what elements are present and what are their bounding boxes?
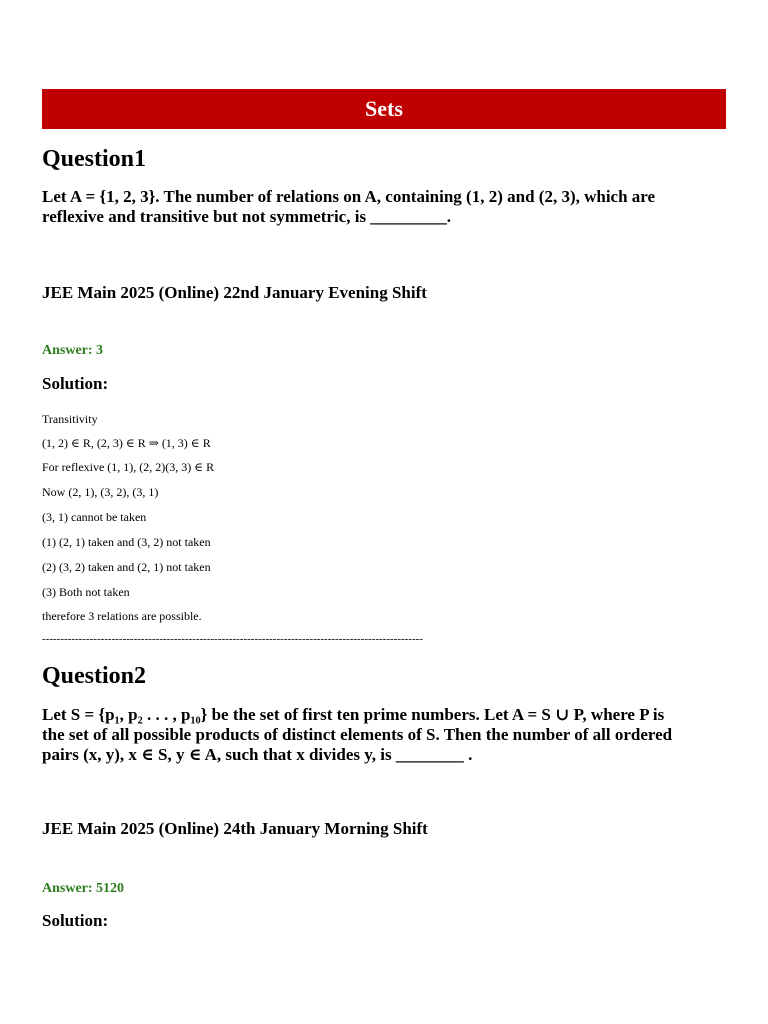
question-2-answer: Answer: 5120 <box>42 881 125 896</box>
page-title-banner <box>42 89 726 129</box>
question-1-source: JEE Main 2025 (Online) 22nd January Evening Shift <box>42 283 427 302</box>
page-title: Sets <box>365 96 403 121</box>
question-1-answer: Answer: 3 <box>42 343 104 358</box>
question-1-text <box>42 187 732 227</box>
solution-line: therefore 3 relations are possible. <box>42 609 202 623</box>
question-2-text-line-3: pairs (x, y), x ∈ S, y ∈ A, such that x divides y, is ________ . <box>42 745 473 764</box>
question-2-text-line-1: Let S = {p₁, p₂ . . . , p₁₀} be the set of first ten prime numbers. Let A = S ∪ P, where P is <box>42 705 665 724</box>
question-1-text-line-2: reflexive and transitive but not symmetric, is _________. <box>42 207 452 226</box>
section-divider: -------------------------------------------------------------------------------------------------------- <box>42 633 423 645</box>
question-2-source: JEE Main 2025 (Online) 24th January Morning Shift <box>42 819 428 838</box>
question-2-solution-label: Solution: <box>42 911 109 930</box>
solution-line: Now (2, 1), (3, 2), (3, 1) <box>42 485 159 499</box>
question-1-title: Question1 <box>42 146 147 172</box>
solution-line: (1) (2, 1) taken and (3, 2) not taken <box>42 535 211 549</box>
question-2-text-line-2: the set of all possible products of distinct elements of S. Then the number of all ordered <box>42 725 673 744</box>
question-1-text-line-1: Let A = {1, 2, 3}. The number of relations on A, containing (1, 2) and (2, 3), which are <box>42 187 656 206</box>
solution-line: (2) (3, 2) taken and (2, 1) not taken <box>42 560 211 574</box>
question-2-text <box>42 705 732 765</box>
question-1-solution-label: Solution: <box>42 374 109 393</box>
solution-line: Transitivity <box>42 412 98 426</box>
solution-line: For reflexive (1, 1), (2, 2)(3, 3) ∈ R <box>42 460 215 474</box>
solution-line: (1, 2) ∈ R, (2, 3) ∈ R ⇒ (1, 3) ∈ R <box>42 436 211 450</box>
question-2-title: Question2 <box>42 663 147 689</box>
solution-line: (3) Both not taken <box>42 585 130 599</box>
solution-line: (3, 1) cannot be taken <box>42 510 147 524</box>
